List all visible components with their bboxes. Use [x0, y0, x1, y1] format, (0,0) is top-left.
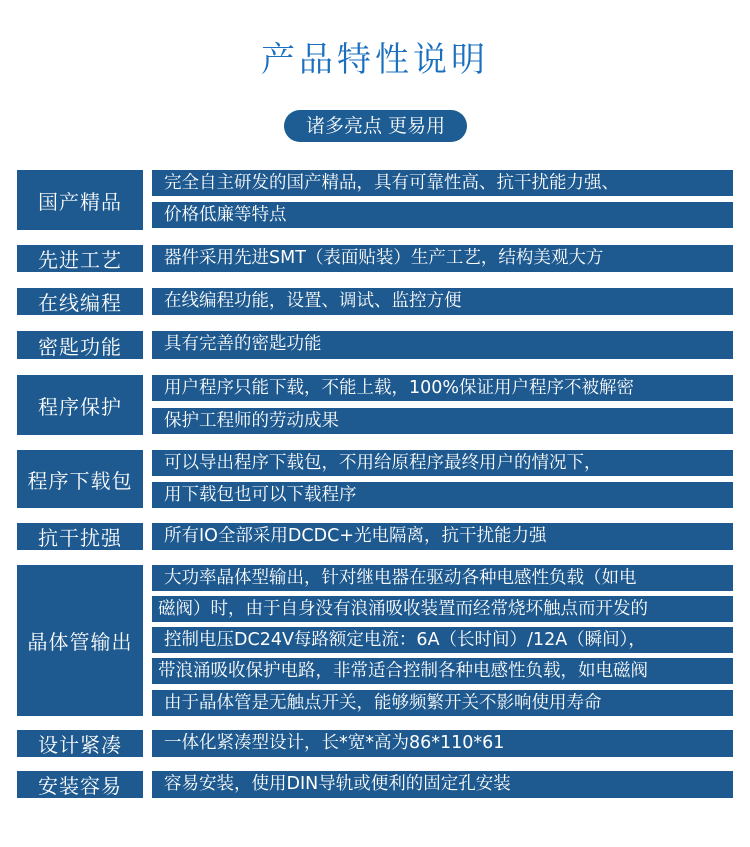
feature-row-key: [17, 331, 733, 359]
feature-line: 用户程序只能下载，不能上载，100%保证用户程序不被解密: [152, 375, 733, 401]
feature-row-online-programming: [17, 288, 733, 315]
feature-line: 完全自主研发的国产精品，具有可靠性高、抗干扰能力强、: [152, 170, 733, 196]
feature-line: 由于晶体管是无触点开关，能够频繁开关不影响使用寿命: [152, 690, 733, 716]
feature-label: 安装容易: [17, 771, 143, 798]
feature-label: 设计紧凑: [17, 730, 143, 757]
feature-line: 可以导出程序下载包，不用给原程序最终用户的情况下，: [152, 450, 733, 476]
feature-row-transistor-output: [17, 565, 733, 716]
page-title: 产品特性说明: [261, 40, 489, 80]
feature-row-domestic: [17, 170, 733, 230]
feature-label: 国产精品: [17, 170, 143, 230]
feature-label: 晶体管输出: [17, 565, 143, 716]
feature-line: 在线编程功能，设置、调试、监控方便: [152, 288, 733, 315]
feature-line: 保护工程师的劳动成果: [152, 408, 733, 434]
feature-line: 容易安装，使用DIN导轨或便利的固定孔安装: [152, 771, 733, 798]
feature-line: 大功率晶体型输出，针对继电器在驱动各种电感性负载（如电: [152, 565, 733, 591]
subtitle-badge: 诸多亮点 更易用: [284, 110, 467, 142]
feature-line: 所有IO全部采用DCDC+光电隔离，抗干扰能力强: [152, 523, 733, 550]
feature-line: 控制电压DC24V每路额定电流：6A（长时间）/12A（瞬间），: [152, 627, 733, 653]
feature-line: 用下载包也可以下载程序: [152, 482, 733, 508]
feature-line: 磁阀）时，由于自身没有浪涌吸收装置而经常烧坏触点而开发的: [152, 596, 733, 622]
feature-line: 带浪涌吸收保护电路，非常适合控制各种电感性负载，如电磁阀: [152, 658, 733, 684]
feature-label: 在线编程: [17, 288, 143, 315]
feature-row-program-protection: [17, 375, 733, 435]
feature-row-process: [17, 245, 733, 272]
feature-label: 密匙功能: [17, 331, 143, 359]
feature-line: 一体化紧凑型设计，长*宽*高为86*110*61: [152, 730, 733, 757]
feature-row-download-package: [17, 450, 733, 508]
feature-label: 程序保护: [17, 375, 143, 435]
feature-label: 先进工艺: [17, 245, 143, 272]
feature-line: 器件采用先进SMT（表面贴装）生产工艺，结构美观大方: [152, 245, 733, 272]
feature-line: 价格低廉等特点: [152, 202, 733, 228]
feature-row-compact-design: [17, 730, 733, 757]
feature-row-easy-install: [17, 771, 733, 798]
feature-line: 具有完善的密匙功能: [152, 331, 733, 359]
feature-row-anti-interference: [17, 523, 733, 550]
feature-label: 抗干扰强: [17, 523, 143, 550]
feature-label: 程序下载包: [17, 450, 143, 508]
